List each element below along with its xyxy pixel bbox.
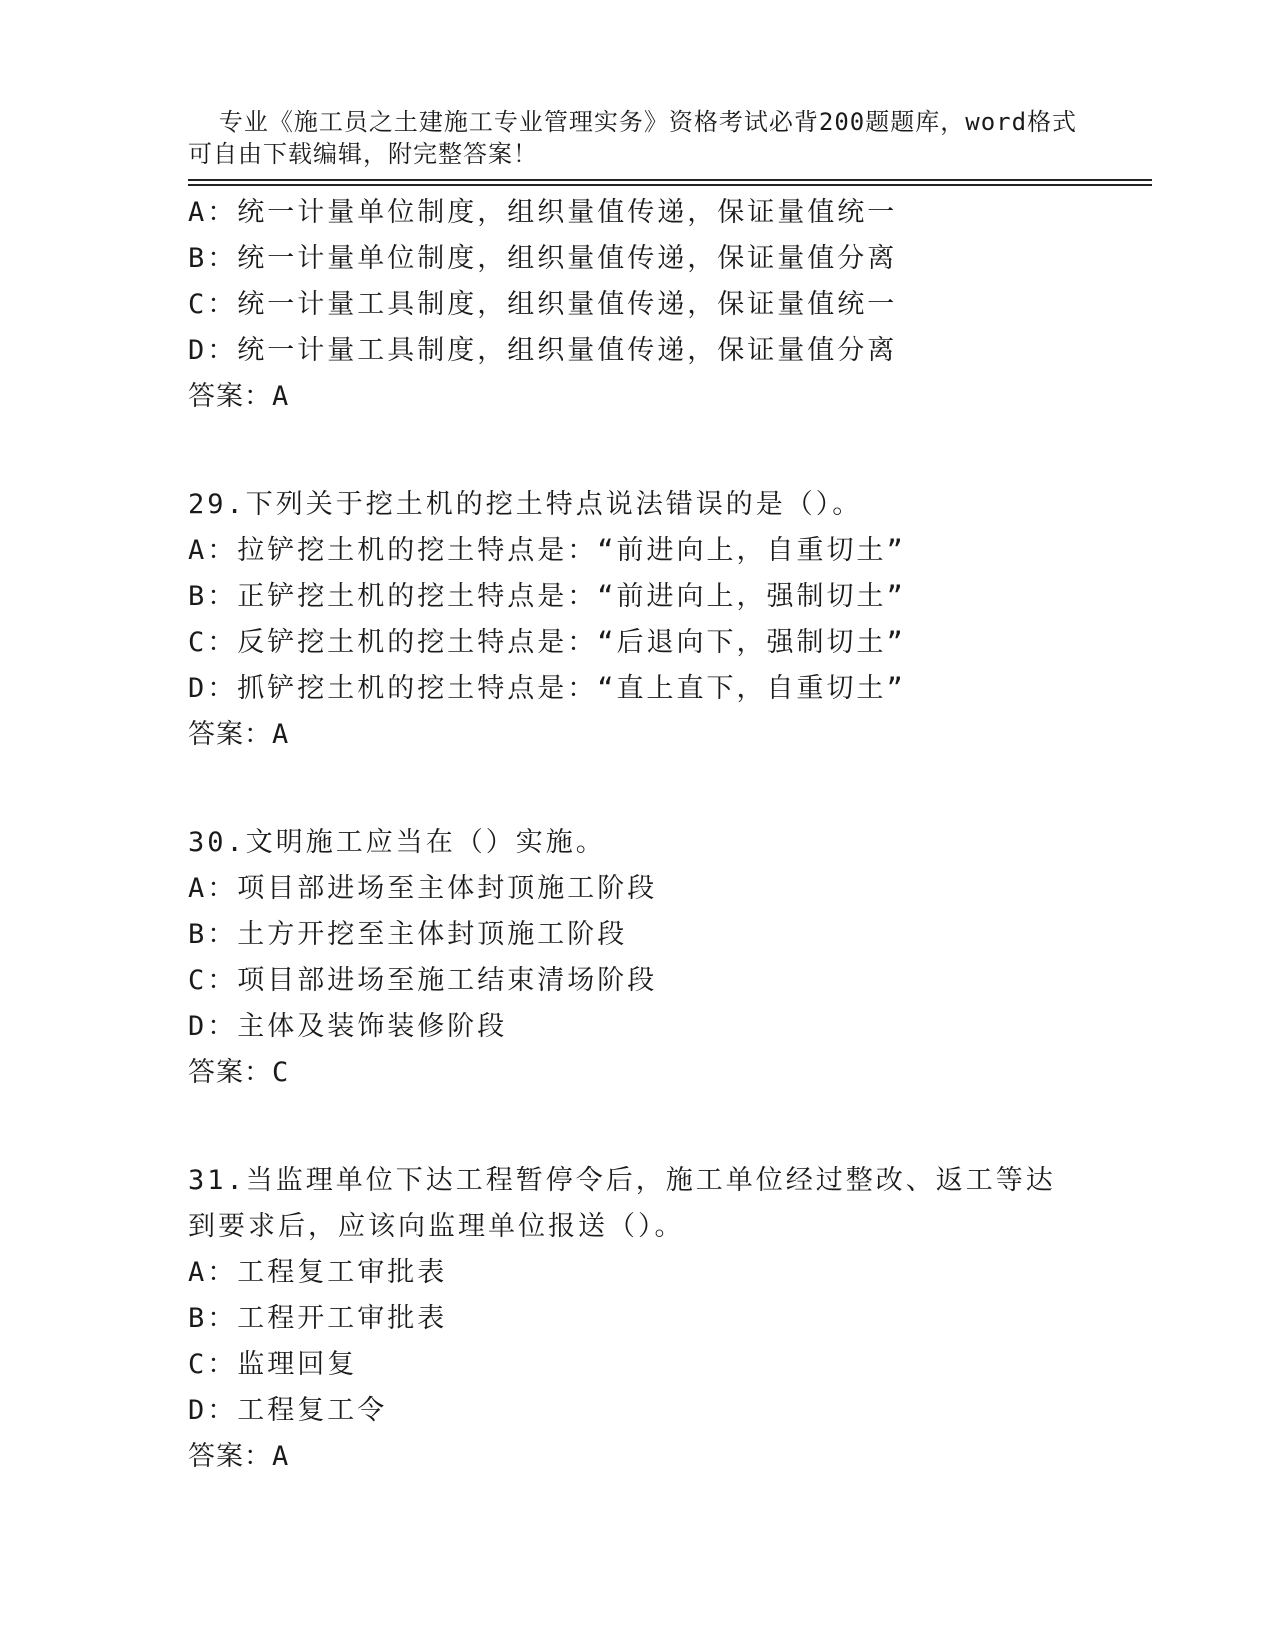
header-rule-bottom [188, 184, 1152, 186]
answer-line: 答案：A [188, 719, 290, 750]
option-c: C：统一计量工具制度，组织量值传递，保证量值统一 [188, 289, 898, 320]
question-title: 30.文明施工应当在（）实施。 [188, 827, 606, 858]
question-list [188, 190, 1108, 1480]
question-block-continued [188, 190, 1108, 420]
option-b: B：工程开工审批表 [188, 1303, 448, 1334]
question-29 [188, 482, 1108, 758]
answer-line: 答案：C [188, 1057, 290, 1088]
header-text: 专业《施工员之土建施工专业管理实务》资格考试必背200题题库，word格式可自由下载编辑，附完整答案！ [188, 108, 1078, 168]
spacer [188, 758, 1108, 804]
option-a: A：项目部进场至主体封顶施工阶段 [188, 873, 658, 904]
question-title: 31.当监理单位下达工程暂停令后，施工单位经过整改、返工等达到要求后，应该向监理单位报送（）。 [188, 1165, 1056, 1242]
option-b: B：土方开挖至主体封顶施工阶段 [188, 919, 628, 950]
option-d: D：主体及装饰装修阶段 [188, 1011, 508, 1042]
option-b: B：正铲挖土机的挖土特点是：“前进向上，强制切土” [188, 581, 906, 612]
option-a: A：统一计量单位制度，组织量值传递，保证量值统一 [188, 197, 898, 228]
question-31 [188, 1158, 1108, 1480]
spacer [188, 804, 1108, 820]
option-d: D：抓铲挖土机的挖土特点是：“直上直下，自重切土” [188, 673, 906, 704]
option-d: D：统一计量工具制度，组织量值传递，保证量值分离 [188, 335, 898, 366]
document-header [188, 74, 1088, 170]
option-b: B：统一计量单位制度，组织量值传递，保证量值分离 [188, 243, 898, 274]
spacer [188, 1142, 1108, 1158]
option-a: A：工程复工审批表 [188, 1257, 448, 1288]
answer-line: 答案：A [188, 1441, 290, 1472]
question-title: 29.下列关于挖土机的挖土特点说法错误的是（）。 [188, 489, 863, 520]
option-c: C：监理回复 [188, 1349, 358, 1380]
spacer [188, 1096, 1108, 1142]
header-rule-top [188, 179, 1152, 181]
option-a: A：拉铲挖土机的挖土特点是：“前进向上，自重切土” [188, 535, 906, 566]
option-c: C：反铲挖土机的挖土特点是：“后退向下，强制切土” [188, 627, 906, 658]
spacer [188, 420, 1108, 466]
question-30 [188, 820, 1108, 1096]
option-c: C：项目部进场至施工结束清场阶段 [188, 965, 658, 996]
option-d: D：工程复工令 [188, 1395, 388, 1426]
answer-line: 答案：A [188, 381, 290, 412]
spacer [188, 466, 1108, 482]
